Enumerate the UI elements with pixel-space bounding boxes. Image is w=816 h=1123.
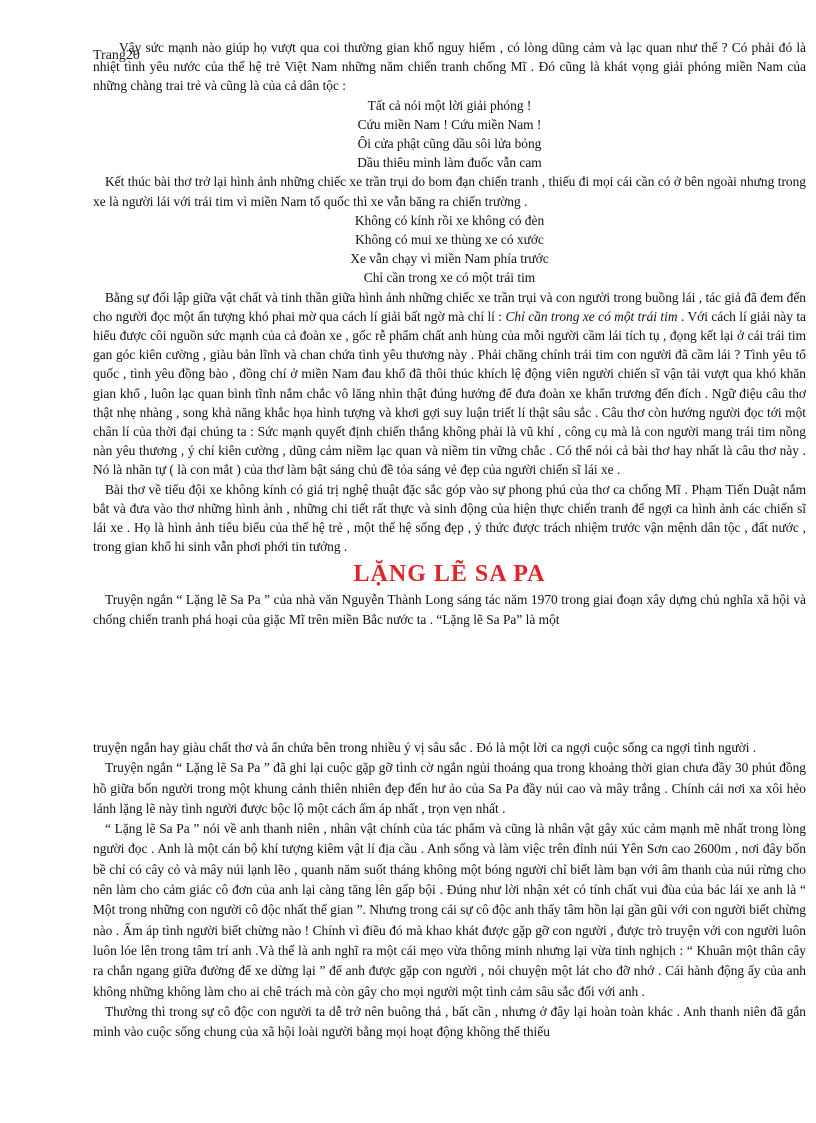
paragraph-young-man: “ Lặng lẽ Sa Pa ” nói về anh thanh niên , nhân vật chính của tác phẩm và cũng là nhân vật gây xúc cảm mạnh mẽ nhất trong lòng người đọc . Anh là một cán bộ khí tượng kiêm vật lí địa cầu . Anh sống và làm việc trên đỉnh núi Yên Sơn cao 2600m , nơi đây bốn bề chỉ có cây cỏ và mây núi lạnh lẽo , quanh năm suốt tháng không một bóng người chỉ biết làm bạn với âm thanh của núi rừng cho nên làm cho cảm giác cô đơn của anh lại càng tăng lên gấp bội . Đúng như lời nhận xét có tính chất vui đùa của bác lái xe anh là “ Một trong những con người cô độc nhất thế gian ”. Nhưng trong cái sự cô độc anh thấy tâm hồn lại gần gũi với con người biết chừng nào . Ấm áp tình người biết chừng nào ! Chính vì điều đó mà khao khát được gặp gỡ con người , được trò truyện với con người luôn luôn lóe lên trong tâm trí anh .Và thế là anh nghĩ ra một cái mẹo vừa thông minh nhưng lại vừa tinh nghịch : “ Khuân một thân cây ra chắn ngang giữa đường để xe dừng lại ” để anh được gặp con người , nói chuyện một lát cho đỡ nhớ . Cái hành động ấy của anh không những không làm cho ai chê trách mà còn gây cho mọi người một tình cảm sâu sắc đối với anh . <box>93 821 806 999</box>
paragraph-solitude: Thường thì trong sự cô độc con người ta dễ trở nên buông thả , bất cần , nhưng ở đây lại hoàn toàn khác . Anh thanh niên đã gắn mình vào cuộc sống chung của xã hội loài người bằng mọi hoạt động không thể thiếu <box>93 1003 806 1040</box>
intro-paragraph: Vậy sức mạnh nào giúp họ vượt qua coi thường gian khổ nguy hiểm , có lòng dũng cảm và lạc quan như thế ? Có phải đó là nhiệt tình yêu nước của thế hệ trẻ Việt Nam những năm chiến tranh chống Mĩ . Đó cũng là khát vọng giải phóng miền Nam của những chàng trai trẻ và cũng là của cả dân tộc : <box>93 40 806 94</box>
section-title: LẶNG LẼ SA PA <box>353 561 546 588</box>
poem-line: Ôi cửa phật cũng dầu sôi lửa bỏng <box>357 136 542 152</box>
intro-paragraph-sapa: Truyện ngắn “ Lặng lẽ Sa Pa ” của nhà văn Nguyễn Thành Long sáng tác năm 1970 trong giai đoạn xây dựng chủ nghĩa xã hội và chống chiến tranh phá hoại của giặc Mĩ trên miền Bắc nước ta . “Lặng lẽ Sa Pa” là một <box>93 592 806 627</box>
poem-line: Dầu thiêu mình làm đuốc vẫn cam <box>357 155 542 171</box>
page-number-label: Trang20 <box>93 48 140 63</box>
paragraph-conclusion-images: Kết thúc bài thơ trở lại hình ảnh những chiếc xe trần trụi do bom đạn chiến tranh , thiếu đi mọi cái cần có ở bên ngoài nhưng trong xe là người lái với trái tim vì miền Nam tổ quốc thì xe vẫn băng ra chiến trường . <box>93 174 806 209</box>
text-run: Bằng sự đối lập giữa vật chất và tinh thần giữa hình ảnh những chiếc xe trần trụi và con người trong buồng lái , tác giả đã đem đến cho người đọc một ấn tượng khó phai mờ qua cách lí giải bất ngờ mà chí lí : <box>93 289 806 324</box>
quoted-verse: Chỉ cần trong xe có một trái tim <box>505 308 678 324</box>
poem-stanza-2 <box>93 211 806 288</box>
poem-line: Chỉ cần trong xe có một trái tim <box>363 270 536 286</box>
paragraph-closing: Bài thơ về tiểu đội xe không kính có giá trị nghệ thuật đặc sắc góp vào sự phong phú của thơ ca chống Mĩ . Phạm Tiến Duật nắm bắt và đưa vào thơ những hình ảnh , những chi tiết rất thực và sinh động của hiện thực chiến tranh để ngợi ca hình ảnh các chiến sĩ lái xe . Họ là hình ảnh tiêu biểu của thế hệ trẻ , một thế hệ sống đẹp , ý thức được trách nhiệm trước vận mệnh dân tộc , đất nước , trong gian khổ hi sinh vẫn phơi phới tin tưởng . <box>93 481 806 555</box>
poem-line: Không có mui xe thùng xe có xước <box>355 232 544 248</box>
paragraph-encounter: Truyện ngắn “ Lặng lẽ Sa Pa ” đã ghi lại cuộc gặp gỡ tình cờ ngắn ngủi thoáng qua trong khoảng thời gian chưa đầy 30 phút đồng hồ giữa bốn người trong một khung cảnh thiên nhiên đẹp đến hư ảo của Sa Pa đầy núi cao và mây trắng . Chính cái nơi xa xôi hẻo lánh lặng lẽ này tình người được bộc lộ một cách ấm áp nhất , trọn vẹn nhất . <box>93 760 806 816</box>
poem-stanza-1 <box>93 96 806 173</box>
essay-lang-le-sa-pa-continued <box>93 738 806 1042</box>
poem-line: Tất cả nói một lời giải phóng ! <box>367 97 532 113</box>
poem-line: Xe vẫn chạy vì miền Nam phía trước <box>350 251 549 267</box>
poem-line: Không có kính rồi xe không có đèn <box>354 212 545 228</box>
essay-xe-khong-kinh <box>93 38 806 629</box>
text-run: . Với cách lí giải này ta hiểu được côi nguồn sức mạnh của cả đoàn xe , gốc rễ phẩm chất anh hùng của mỗi người cầm lái tích tụ , đọng kết lại ở cái trái tim gan góc kiên cường , giàu bản lĩnh và chan chứa tình yêu thương này . Phải chăng chính trái tim con người đã cầm lái ? Tình yêu tổ quốc , tình yêu đồng bào , đồng chí ở miền Nam đau khổ đã thôi thúc khích lệ động viên người chiến sĩ vận tải vượt qua khó khăn gian khổ , luôn lạc quan bình tĩnh nắm chắc vô lăng nhìn thật đúng hướng để đưa đoàn xe khẩn trương đến đích . Ngữ điệu câu thơ thật nhẹ nhàng , song khả năng khắc họa hình tượng và khơi gợi suy luận triết lí thật sâu sắc . Câu thơ còn hướng người đọc tới một chân lí của thời đại chúng ta : Sức mạnh quyết định chiến thắng không phải là vũ khí , công cụ mà là con người mang trái tim nồng nàn yêu thương , ý chí kiên cường , dũng cảm niềm lạc quan và niềm tin vững chắc . Có thể nói cả bài thơ hay nhất là câu thơ này . Nó là nhãn tự ( là con mắt ) của thơ làm bật sáng chủ đề tỏa sáng vẻ đẹp của người chiến sĩ lái xe . <box>93 308 806 478</box>
poem-line: Cứu miền Nam ! Cứu miền Nam ! <box>357 116 542 132</box>
paragraph-contrast-analysis <box>93 288 806 480</box>
continued-paragraph: truyện ngắn hay giàu chất thơ và ẩn chứa bên trong nhiều ý vị sâu sắc . Đó là một lời ca ngợi cuộc sống ca ngợi tình người . <box>93 740 757 755</box>
